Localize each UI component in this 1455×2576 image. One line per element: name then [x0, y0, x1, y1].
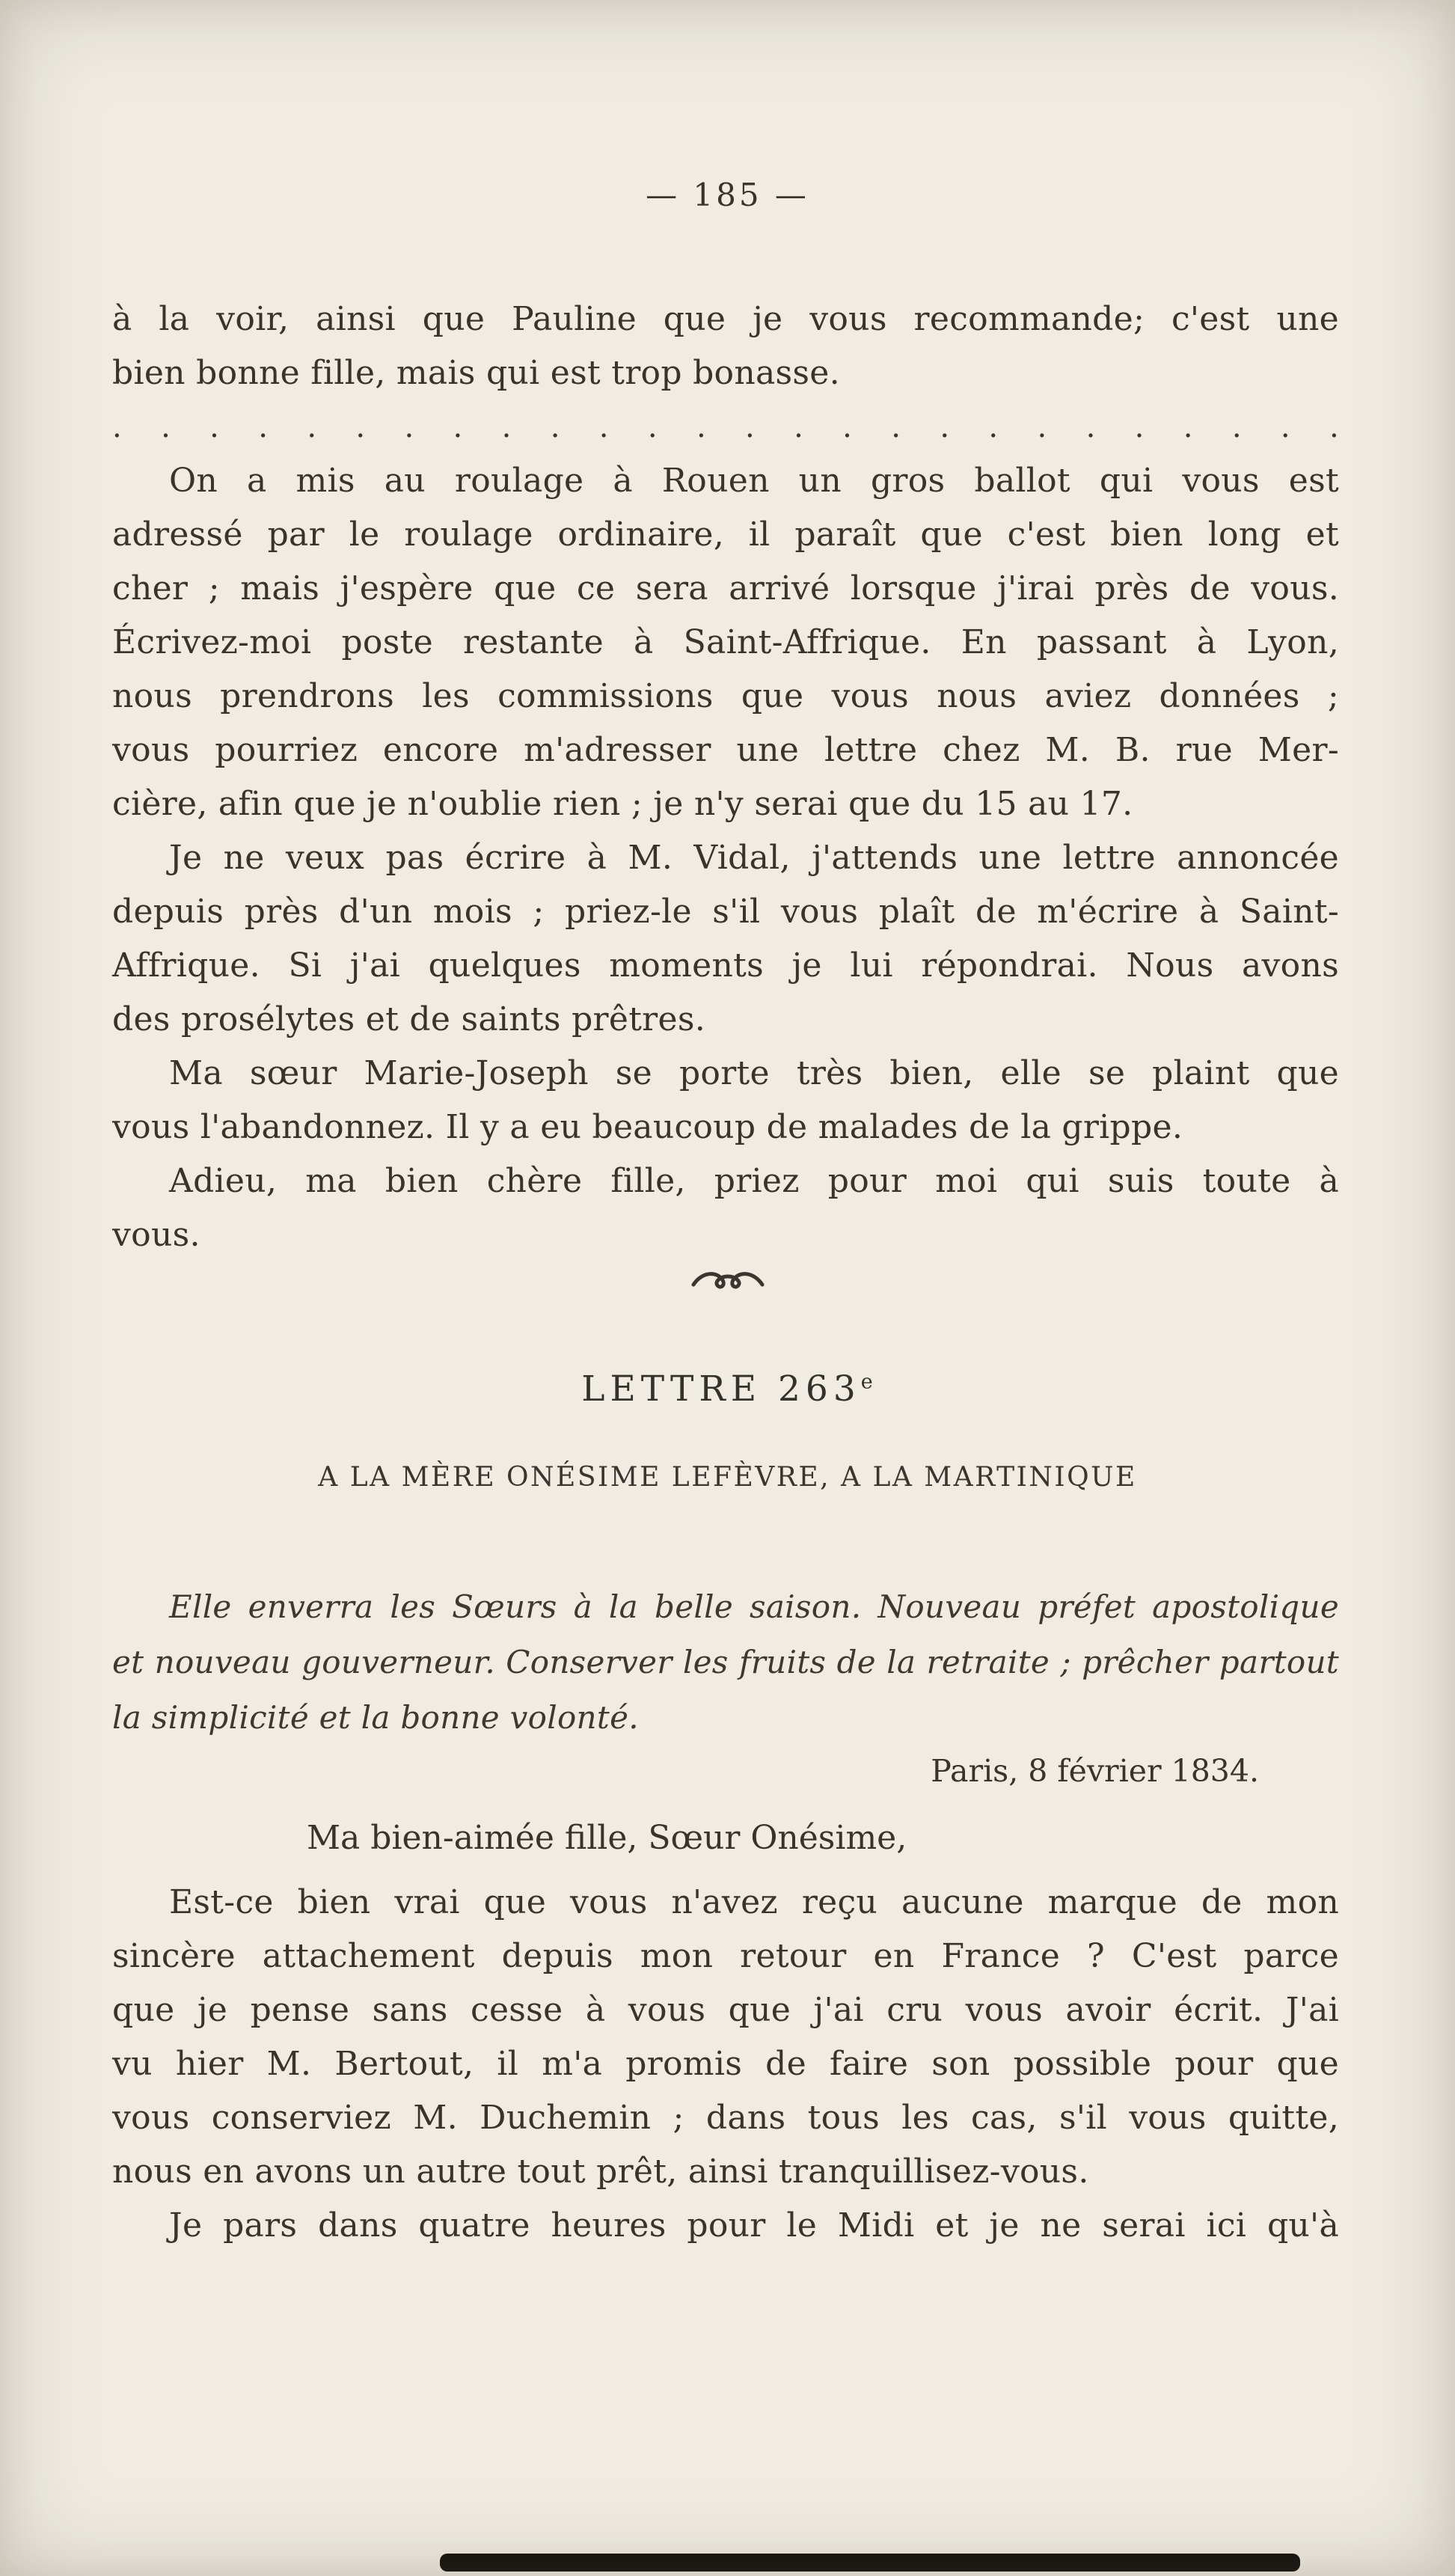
text-line: Je ne veux pas écrire à M. Vidal, j'attends une lettre annoncée — [169, 839, 1339, 877]
paragraph — [112, 1876, 1339, 2199]
text-line: On a mis au roulage à Rouen un gros ballot qui vous est — [169, 462, 1339, 500]
paragraph — [112, 831, 1339, 1047]
text-line: Est-ce bien vrai que vous n'avez reçu aucune marque de mon — [169, 1883, 1339, 1921]
text-line: vous l'abandonnez. Il y a eu beaucoup de malades de la grippe. — [112, 1108, 1183, 1146]
fleuron-icon — [689, 1265, 767, 1300]
text-line: Affrique. Si j'ai quelques moments je lui répondrai. Nous avons — [112, 946, 1339, 985]
paragraph — [112, 454, 1339, 831]
letter-recipient: A LA MÈRE ONÉSIME LEFÈVRE, A LA MARTINIQUE — [318, 1462, 1137, 1493]
paragraph — [112, 1579, 1339, 1746]
page-number: — 185 — — [646, 177, 809, 213]
text-line: que je pense sans cesse à vous que j'ai cru vous avoir écrit. J'ai — [112, 1991, 1339, 2029]
paragraph — [112, 1047, 1339, 1154]
text-line: Ma sœur Marie-Joseph se porte très bien, elle se plaint que — [169, 1054, 1339, 1092]
text-line: Adieu, ma bien chère fille, priez pour moi qui suis toute à — [169, 1162, 1339, 1200]
letter-263-body — [112, 1876, 1339, 2253]
section-divider — [0, 1265, 1455, 1304]
text-line: vu hier M. Bertout, il m'a promis de faire son possible pour que — [112, 2045, 1339, 2083]
text-line: la simplicité et la bonne volonté. — [112, 1699, 639, 1736]
text-line: vous pourriez encore m'adresser une lettre chez M. B. rue Mer- — [112, 731, 1339, 769]
text-line: sincère attachement depuis mon retour en France ? C'est parce — [112, 1937, 1339, 1975]
letter-263-heading — [0, 1368, 1455, 1410]
text-line: des prosélytes et de saints prêtres. — [112, 1000, 706, 1038]
text-line: vous conserviez M. Duchemin ; dans tous les cas, s'il vous quitte, — [112, 2099, 1339, 2137]
paragraph — [112, 2199, 1339, 2253]
text-line: cière, afin que je n'oublie rien ; je n'y serai que du 15 au 17. — [112, 785, 1133, 823]
text-line: nous en avons un autre tout prêt, ainsi tranquillisez-vous. — [112, 2153, 1089, 2191]
paragraph — [112, 1154, 1339, 1262]
scan-artifact-black-bar — [440, 2554, 1300, 2572]
text-line: nous prendrons les commissions que vous nous aviez données ; — [112, 677, 1339, 715]
ellipsis-separator: . . . . . . . . . . . . . . . . . . . . . . . . . . — [112, 410, 1339, 444]
text-line: bien bonne fille, mais qui est trop bonasse. — [112, 354, 840, 392]
letter-heading-ordinal: e — [860, 1370, 874, 1394]
text-line: cher ; mais j'espère que ce sera arrivé lorsque j'irai près de vous. — [112, 569, 1339, 608]
letter-summary — [112, 1579, 1339, 1746]
text-line: adressé par le roulage ordinaire, il paraît que c'est bien long et — [112, 515, 1339, 554]
letter-262-continuation-body — [112, 293, 1339, 1262]
text-line: depuis près d'un mois ; priez-le s'il vous plaît de m'écrire à Saint- — [112, 893, 1339, 931]
text-line: Elle enverra les Sœurs à la belle saison. Nouveau préfet apostolique — [169, 1588, 1339, 1625]
letter-dateline: Paris, 8 février 1834. — [931, 1753, 1259, 1789]
paragraph — [112, 293, 1339, 400]
text-line: Écrivez-moi poste restante à Saint-Affrique. En passant à Lyon, — [112, 623, 1339, 661]
text-line: à la voir, ainsi que Pauline que je vous recommande; c'est une — [112, 300, 1339, 338]
text-line: vous. — [112, 1216, 200, 1254]
text-line: Je pars dans quatre heures pour le Midi et je ne serai ici qu'à — [169, 2206, 1339, 2245]
letter-heading-text: LETTRE 263 — [581, 1368, 861, 1410]
text-line: et nouveau gouverneur. Conserver les fruits de la retraite ; prêcher partout — [112, 1644, 1339, 1680]
letter-salutation: Ma bien-aimée fille, Sœur Onésime, — [307, 1819, 907, 1857]
